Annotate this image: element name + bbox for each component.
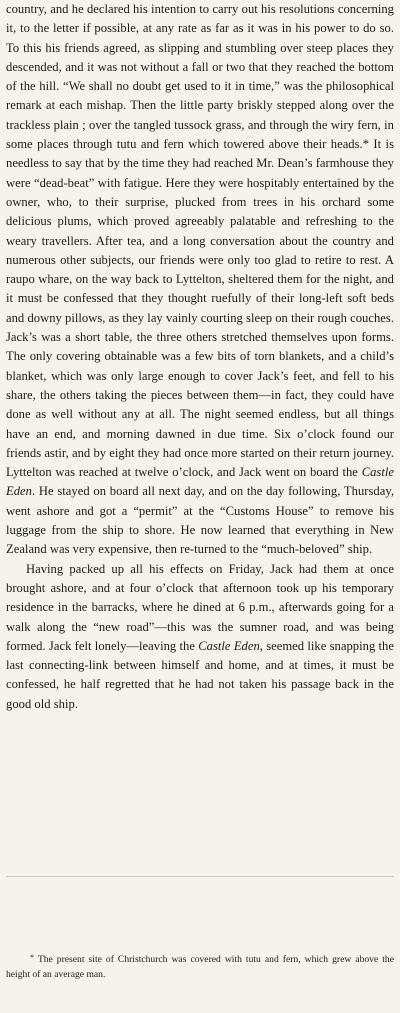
paragraph-1	[6, 0, 394, 560]
paragraph-1-text-end: . He stayed on board all next day, and on the day following, Thursday, went ashore and got a “permit” at the “Customs House” to remove his luggage from the ship to shore. He now learned that everything in New Zealand was very expensive, then re-turned to the “much-beloved” ship.	[6, 484, 394, 557]
ship-name: Castle Eden	[6, 465, 394, 499]
footnote-text: The present site of Christchurch was covered with tutu and fern, which grew above the height of an average man.	[6, 954, 394, 980]
ship-name: Castle Eden	[198, 638, 260, 653]
footnote	[6, 950, 394, 982]
body-text	[6, 0, 394, 714]
paragraph-1-text: country, and he declared his intention to carry out his resolutions concerning it, to the letter if possible, at any rate as far as it was in his power to do so. To this his friends agreed, as slipping and stumbling over steep places they descended, and it was not without a fall or two that they reached the bottom of the hill. “We shall no doubt get used to it in time,” was the philosophical remark at each mishap. Then the little party briskly stepped along over the trackless plain ; over the tangled tussock grass, and through the wiry fern, in some places through tutu and fern which towered above their heads.* It is needless to say that by the time they had reached Mr. Dean’s farmhouse they were “dead-beat” with fatigue. Here they were hospitably entertained by the owner, who, to their surprise, plucked from trees in his orchard some delicious plums, which proved agreeably palatable and refreshing to the weary travellers. After tea, and a long conversation about the country and numerous other subjects, our friends were only too glad to retire to rest. A raupo whare, on the way back to Lyttelton, sheltered them for the night, and it must be confessed that they thought ruefully of their long-left soft beds and downy pillows, as they lay vainly courting sleep on their rough couches. Jack’s was a short table, the three others stretched themselves upon forms. The only covering obtainable was a few bits of torn blankets, and a child’s blanket, which was only large enough to cover Jack’s feet, and fell to his share, the others taking the pieces between them—in fact, they could have done as well without any at all. The night seemed endless, but all things have an end, and morning dawned in due time. Six o’clock found our friends astir, and by eight they had once more started on their return journey. Lyttelton was reached at twelve o’clock, and Jack went on board the	[6, 2, 394, 480]
paragraph-2	[6, 560, 394, 714]
footnote-marker: *	[30, 953, 34, 962]
footnote-divider	[6, 876, 394, 877]
paragraph-2-text-end: , seemed like snapping the last connecting-link between himself and home, and at times, it must be confessed, he half regretted that he had not taken his passage back in the good old ship.	[6, 638, 394, 711]
paragraph-2-text: Having packed up all his effects on Friday, Jack had them at once brought ashore, and at four o’clock that afternoon took up his temporary residence in the barracks, where he dined at 6 p.m., afterwards going for a walk along the “new road”—this was the sumner road, and was being formed. Jack felt lonely—leaving the	[6, 561, 394, 653]
